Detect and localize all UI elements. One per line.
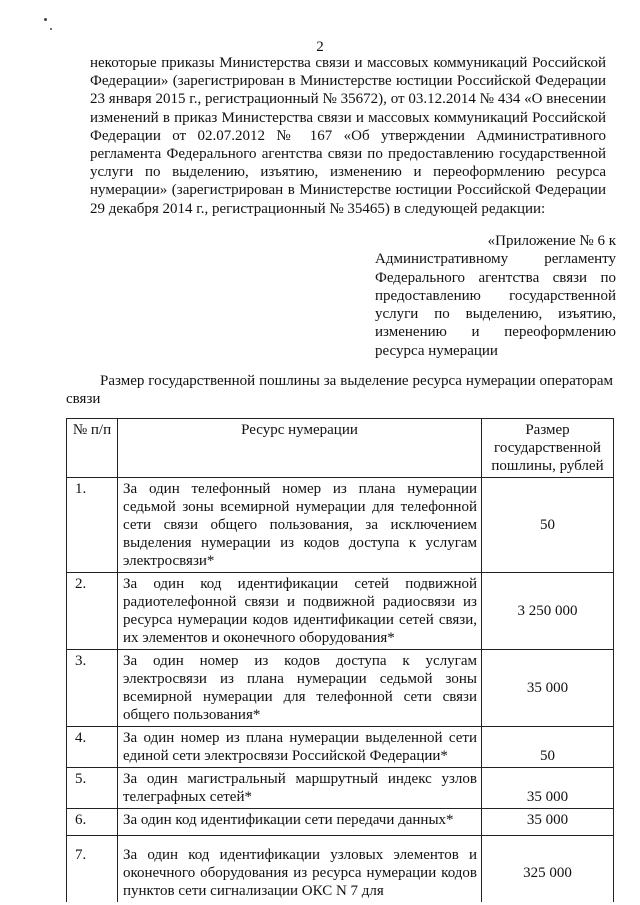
row-fee: 35 000	[482, 809, 614, 836]
row-number: 3.	[67, 650, 118, 727]
row-fee: 50	[482, 727, 614, 768]
row-number: 7.	[67, 836, 118, 903]
row-fee: 325 000	[482, 836, 614, 903]
table-caption: Размер государственной пошлины за выделение ресурса нумерации операторам связи	[66, 373, 613, 408]
page-number: 2	[316, 39, 324, 55]
row-resource: За один код идентификации сети передачи данных*	[118, 809, 482, 836]
table-header-row	[67, 419, 614, 478]
header-number: № п/п	[67, 419, 118, 478]
row-number: 1.	[67, 478, 118, 573]
row-number: 6.	[67, 809, 118, 836]
header-resource: Ресурс нумерации	[118, 419, 482, 478]
scan-mark	[44, 18, 47, 21]
table-row	[67, 768, 614, 809]
row-resource: За один код идентификации сетей подвижной радиотелефонной связи и подвижной радиосвязи из ресурса нумерации кодов идентификации сетей связи, их элементов и оконечного оборудования*	[118, 573, 482, 650]
table-row	[67, 573, 614, 650]
row-fee: 35 000	[482, 768, 614, 809]
row-fee: 3 250 000	[482, 573, 614, 650]
row-resource: За один код идентификации узловых элементов и оконечного оборудования из ресурса нумерации кодов пунктов сети сигнализации ОКС N 7 для	[118, 836, 482, 903]
intro-paragraph: некоторые приказы Министерства связи и массовых коммуникаций Российской Федерации» (зарегистрирован в Министерстве юстиции Российской Федерации 23 января 2015 г., регистрационный № 35672), от 03.12.2014 № 434 «О внесении изменений в приказ Министерства связи и массовых коммуникаций Российской Федерации от 02.07.2012 № 167 «Об утверждении Административного регламента Федерального агентства связи по предоставлению государственной услуги по выделению, изъятию, изменению и переоформлению ресурса нумерации» (зарегистрирован в Министерстве юстиции Российской Федерации 29 декабря 2014 г., регистрационный № 35465) в следующей редакции:	[90, 55, 606, 217]
row-number: 5.	[67, 768, 118, 809]
row-resource: За один телефонный номер из плана нумерации седьмой зоны всемирной нумерации для телефонной сети связи общего пользования, за исключением выделения нумерации из кодов доступа к услугам электросвязи*	[118, 478, 482, 573]
row-number: 2.	[67, 573, 118, 650]
table-row	[67, 836, 614, 903]
row-resource: За один номер из плана нумерации выделенной сети единой сети электросвязи Российской Федерации*	[118, 727, 482, 768]
row-fee: 35 000	[482, 650, 614, 727]
row-resource: За один номер из кодов доступа к услугам электросвязи из плана нумерации седьмой зоны всемирной нумерации для телефонной сети связи общего пользования*	[118, 650, 482, 727]
fee-table	[66, 418, 614, 902]
scan-mark	[50, 28, 52, 30]
header-fee: Размер государственной пошлины, рублей	[482, 419, 614, 478]
table-row	[67, 727, 614, 768]
row-number: 4.	[67, 727, 118, 768]
table-row	[67, 809, 614, 836]
appendix-first-line: «Приложение № 6 к	[487, 233, 616, 249]
appendix-heading	[375, 232, 616, 360]
appendix-rest: Административному регламенту Федерального агентства связи по предоставлению государственной услуги по выделению, изъятию, изменению и переоформлению ресурса нумерации	[375, 251, 616, 359]
row-resource: За один магистральный маршрутный индекс узлов телеграфных сетей*	[118, 768, 482, 809]
table-row	[67, 650, 614, 727]
row-fee: 50	[482, 478, 614, 573]
table-row	[67, 478, 614, 573]
